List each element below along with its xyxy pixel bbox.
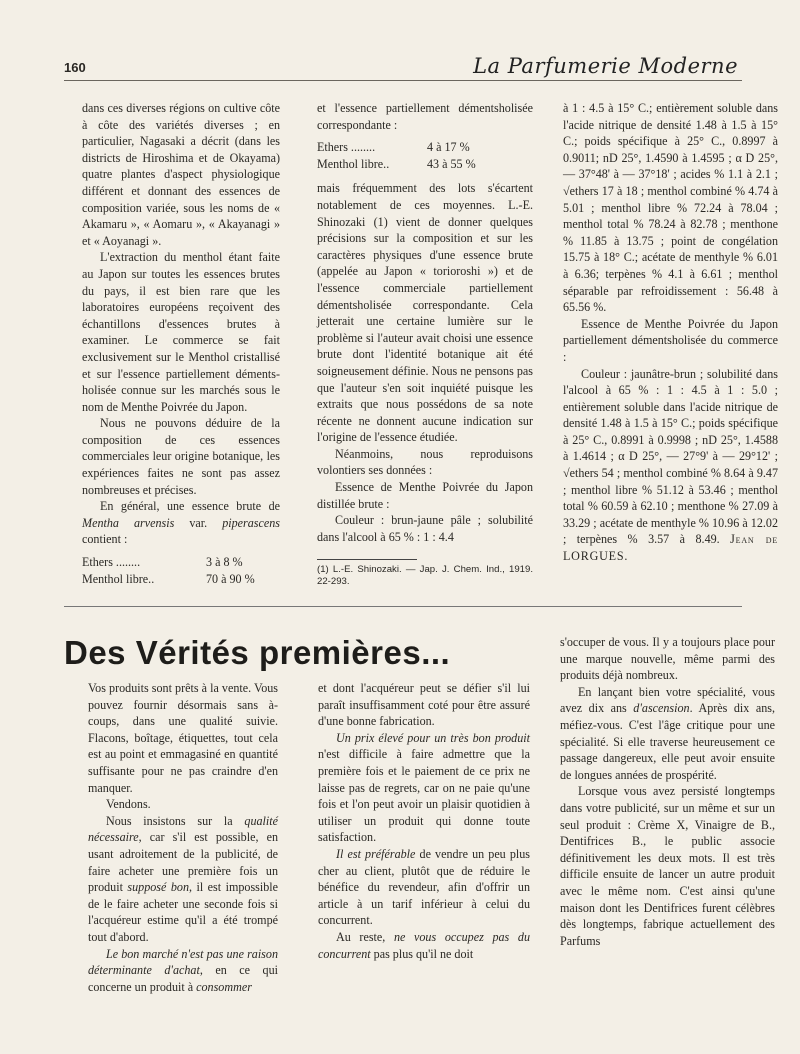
- paragraph: Couleur : brun-jaune pâle ; solubilité dans l'alcool à 65 % : 1 : 4.4: [317, 513, 533, 544]
- text-run: pas plus qu'il ne doit: [370, 946, 474, 961]
- table-row: [82, 571, 280, 588]
- paragraph: Vendons.: [106, 797, 151, 812]
- table-value: 3 à 8 %: [206, 555, 243, 570]
- text-run: Couleur : jaunâtre-brun ; solubilité dans l'alcool à 65 % : 1 : 4.5 à 1 : 5.0 ; entièrement soluble dans l'acide nitrique de densité 1.48 à 1.5 à 15° C.; poids spécifique à 25° C., 0.8991 à 0.9998 ; nD 25°, 1.4588 à 1.4614 ; α D 25°, — 27°9' à — 29°12' ; √ethers 54 ; menthol combiné % 8.64 à 9.47 ; menthol libre % 51.12 à 53.46 ; menthol total % 60.59 à 62.10 ; menthone % 27.09 à 33.29 ; acétate de menthyle % 10.96 à 12.02 ; terpènes % 3.57 à 8.49.: [563, 366, 778, 547]
- page-number: 160: [64, 60, 86, 75]
- author-signature: Jean de LORGUES.: [563, 532, 778, 564]
- text-run: , il est impossible de le faire acheter une seconde fois si l'acquéreur estime qu'il a été trompé tout d'abord.: [88, 880, 278, 944]
- footnote-rule: [317, 559, 417, 560]
- text-run: , car s'il est possible, en usant adroitement de la publicité, de faire acheter une première fois un produit: [88, 830, 278, 895]
- paragraph: Vos produits sont prêts à la vente. Vous pouvez fournir désormais sans à-coups, dans une qualité suivie. Flacons, boîtage, étiquettes, tout cela est au point et emmagasiné en quantité suffisante pour ne pas craindre d'en manquer.: [88, 681, 278, 795]
- composition-table: [82, 554, 280, 587]
- paragraph: Néanmoins, nous reproduisons volontiers ses données :: [317, 446, 533, 478]
- text-run: . Après dix ans, méfiez-vous. C'est l'âge critique pour une spécialité. Si elle traverse heureusement ce passage dangereux, elle peut avoir ensuite de longues années de prospérité.: [560, 701, 775, 782]
- text-run: Au reste,: [336, 929, 394, 944]
- paragraph: mais fréquemment des lots s'écartent notablement de ces moyennes. L.-E. Shinozaki (1) vient de donner quelques précisions sur la composition et sur les caractères physiques d'une essence brute (appelée au Japon « torioroshi ») et de l'essence commerciale partiellement démentsholisée correspondante. Cela jetterait une certaine lumière sur le problème si l'auteur avait choisi une essence brute dont l'identité botanique ait été soigneusement définie. Nous ne pensons pas que l'auteur s'en soit inquiété puisque les extraits que nous possédons de sa note récente ne donnent aucune indication sur l'origine de l'essence étudiée.: [317, 181, 533, 445]
- species-name: Mentha arvensis: [82, 515, 175, 530]
- text-run: Nous insistons sur la: [106, 813, 245, 828]
- emphasis: supposé bon: [127, 880, 189, 895]
- emphasis: ne vous occupez pas du concurrent: [318, 929, 530, 961]
- table-value: 70 à 90 %: [206, 571, 255, 586]
- paragraph: [563, 366, 778, 565]
- table-key: Menthol libre..: [317, 156, 390, 171]
- article1-column-1: [82, 100, 280, 595]
- paragraph: Essence de Menthe Poivrée du Japon partiellement démentsholisée du commerce :: [563, 316, 778, 364]
- paragraph: [318, 730, 530, 846]
- paragraph: et dont l'acquéreur peut se défier s'il lui paraît insuffisamment coté pour être assuré d'une bonne fabrication.: [318, 681, 530, 729]
- paragraph: [88, 946, 278, 996]
- paragraph: [318, 846, 530, 929]
- paragraph: [88, 813, 278, 946]
- running-title: La Parfumerie Moderne: [473, 54, 738, 78]
- table-row: [82, 554, 280, 571]
- text-run: En général, une essence brute de: [100, 499, 280, 514]
- section-divider: [64, 606, 742, 607]
- table-key: Ethers ........: [82, 555, 141, 570]
- table-value: 43 à 55 %: [427, 156, 476, 171]
- text-run: var.: [174, 515, 223, 530]
- text-run: n'est difficile à faire admettre que la première fois et le paiement de ce prix ne laisse pas de regrets, car on ne paie qu'une fois et l'on peut avoir un plaisir quotidien à utiliser un produit qui donne toute satisfaction.: [318, 747, 530, 845]
- text-run: de vendre un peu plus cher au client, plutôt que de réduire le bénéfice du revendeur, afin d'offrir un article à un tarif inférieur à celui du concurrent.: [318, 846, 530, 928]
- emphasis: consommer: [196, 979, 252, 994]
- paragraph: [318, 929, 530, 962]
- footnote: (1) L.-E. Shinozaki. — Jap. J. Chem. Ind., 1919. 22-293.: [317, 564, 533, 588]
- paragraph: Nous ne pouvons déduire de la composition de ces essences commerciales leur origine botanique, les expériences faites ne sont pas assez nombreuses et précises.: [82, 416, 280, 497]
- emphasis: Il est préférable: [336, 846, 416, 861]
- paragraph: dans ces diverses régions on cultive côte à côte des variétés diverses ; en particulier, Nagasaki a décrit (dans les districts de Hiroshima et de Okayama) quatre plantes d'aspect physiologique différent et donnant des essences de composition variée, sous les noms de « Akamaru », « Aomaru », « Akayanagi » et « Aoyanagi ».: [82, 101, 280, 248]
- paragraph: et l'essence partiellement démentsholisée correspondante :: [317, 101, 533, 132]
- paragraph: [82, 498, 280, 548]
- article2-column-1: [88, 680, 278, 995]
- table-value: 4 à 17 %: [427, 140, 470, 155]
- paragraph: L'extraction du menthol étant faite au Japon sur toutes les essences brutes du pays, il est bien rare que les laboratoires européens reçoivent des échantillons d'essences brutes à examiner. Le commerce se fait exclusivement sur le Menthol cristallisé et sur l'essence partiellement démentsholisée connue sur les marchés sous le nom de Menthe Poivrée du Japon.: [82, 250, 280, 414]
- article-title: Des Vérités premières...: [64, 634, 451, 671]
- table-key: Ethers ........: [317, 140, 376, 155]
- paragraph: à 1 : 4.5 à 15° C.; entièrement soluble dans l'acide nitrique de densité 1.48 à 1.5 à 15° C.; poids spécifique à 25° C., 0.8997 à 0.9011; nD 25°, 1.4590 à 1.4595 ; α D 25°, — 37°48' à — 37°18' ; acides % 1.1 à 2.1 ; √ethers 17 à 18 ; menthol combiné % 4.74 à 5.01 ; menthol libre % 72.24 à 78.04 ; menthol total % 78.24 à 82.78 ; menthone % 11.85 à 13.75 ; point de congélation 15.75 à 18° C.; acétate de menthyle % 6.01 à 6.36; terpènes % 4.1 à 6.61 ; menthol séparable par refroidissement : 56.48 à 65.56 %.: [563, 101, 778, 315]
- text-run: contient :: [82, 532, 128, 547]
- article1-column-2: [317, 100, 533, 588]
- header-rule: [64, 80, 742, 81]
- article2-column-3: [560, 634, 775, 949]
- table-key: Menthol libre..: [82, 571, 155, 586]
- table-row: [317, 156, 533, 173]
- composition-table: [317, 139, 533, 172]
- paragraph: s'occuper de vous. Il y a toujours place pour une marque nouvelle, même parmi des produits déjà nombreux.: [560, 635, 775, 683]
- text-run: , en ce qui concerne un produit à: [88, 963, 278, 994]
- paragraph: Essence de Menthe Poivrée du Japon distillée brute :: [317, 480, 533, 511]
- article2-column-2: [318, 680, 530, 962]
- emphasis: d'ascension: [633, 701, 690, 716]
- emphasis: Un prix élevé pour un très bon produit: [336, 730, 530, 745]
- paragraph: Lorsque vous avez persisté longtemps dans votre publicité, sur un même et sur un seul produit : Crème X, Vinaigre de B., Dentifrices B., le public associe définitivement les deux mots. Il est très difficile ensuite de lancer un autre produit avec le même nom. C'est ainsi qu'une maison dont les Dentifrices furent célèbres dès longtemps, fabrique actuellement des Parfums: [560, 784, 775, 948]
- article1-column-3: [563, 100, 778, 565]
- paragraph: [560, 684, 775, 784]
- text-run: En lançant bien votre spécialité, vous avez dix ans: [560, 684, 775, 716]
- emphasis: qualité nécessaire: [88, 813, 278, 845]
- emphasis: Le bon marché n'est pas une raison déterminante d'achat: [88, 946, 278, 978]
- table-row: [317, 139, 533, 156]
- variety-name: piperascens: [222, 515, 280, 530]
